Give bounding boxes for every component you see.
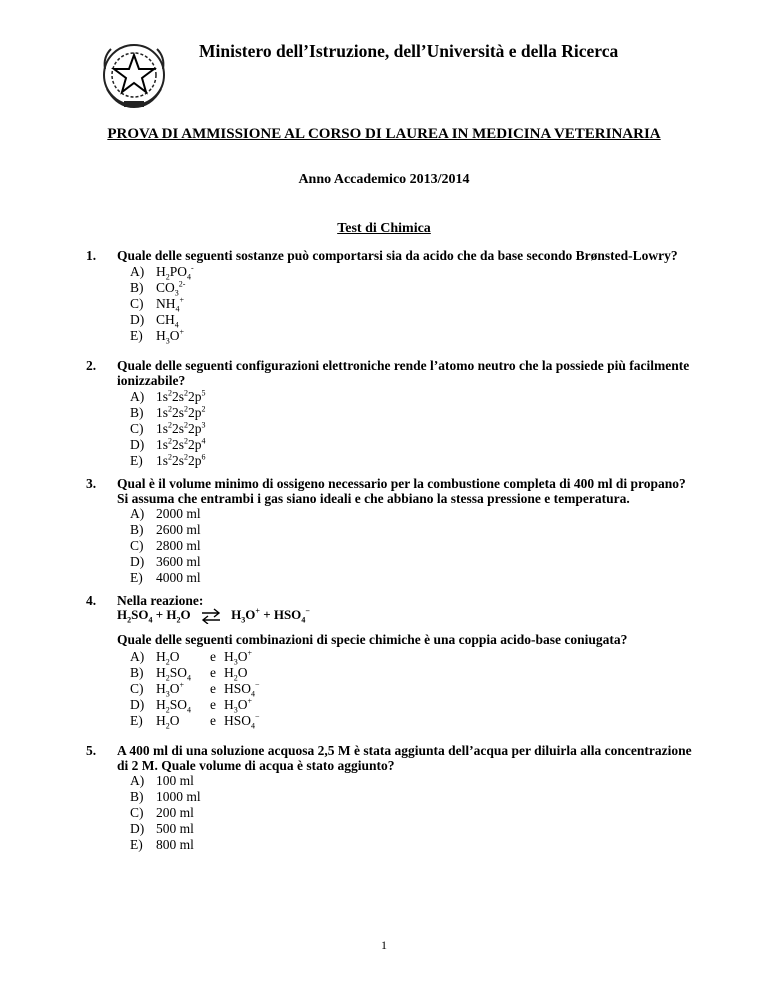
option-letter: D) [130,554,145,569]
species-b: $HSO_4^-$ [224,712,260,731]
option-value: $CH_4$ [156,312,179,330]
option-value: $1s^22s^22p^6$ [156,452,206,468]
italian-republic-emblem-icon [97,39,171,113]
option-letter: D) [130,821,145,836]
option-value: $H_3O^+$ [156,327,185,346]
course-title: PROVA DI AMMISSIONE AL CORSO DI LAUREA IN MEDICINA VETERINARIA [107,126,661,142]
question-number: 2. [86,358,97,373]
species-a: $H_2SO_4$ [156,697,192,715]
option-letter: C) [130,296,144,311]
question-text: Quale delle seguenti sostanze può comportarsi sia da acido che da base secondo Brønsted-Lowry? [117,248,678,263]
option-value: 200 ml [156,805,194,820]
connector: e [210,697,216,712]
species-a: $H_3O^+$ [156,680,185,699]
option-value: 800 ml [156,837,194,852]
equilibrium-arrows-icon [200,608,222,624]
header-title: Ministero dell’Istruzione, dell’Università e della Ricerca [199,41,619,61]
option-letter: B) [130,665,144,680]
academic-year: Anno Accademico 2013/2014 [298,172,470,187]
connector: e [210,649,216,664]
option-letter: A) [130,264,145,279]
option-value: $NH_4^+$ [156,295,185,314]
option-letter: B) [130,405,144,420]
section-title: Test di Chimica [337,221,431,236]
question-number: 5. [86,743,97,758]
option-value: $H_2PO_4^-$ [156,263,194,282]
option-letter: E) [130,453,143,468]
option-letter: E) [130,713,143,728]
option-letter: C) [130,538,144,553]
option-value: 2600 ml [156,522,201,537]
connector: e [210,713,216,728]
option-letter: C) [130,421,144,436]
option-letter: D) [130,697,145,712]
species-a: $H_2O$ [156,649,180,667]
connector: e [210,665,216,680]
option-letter: A) [130,773,145,788]
question-number: 4. [86,593,97,608]
option-letter: C) [130,805,144,820]
question-text: A 400 ml di una soluzione acquosa 2,5 M è stata aggiunta dell’acqua per diluirla alla concentrazione di 2 M. Quale volume di acqua è stato aggiunto? [117,743,692,773]
question-text-2: Quale delle seguenti combinazioni di specie chimiche è una coppia acido-base coniugata? [117,632,628,647]
species-b: $H_2O$ [224,665,248,683]
option-value: $CO_3^{2-}$ [156,279,186,298]
option-letter: A) [130,506,145,521]
species-b: $H_3O^+$ [224,696,253,715]
option-letter: B) [130,280,144,295]
option-value: $1s^22s^22p^2$ [156,404,206,420]
option-letter: D) [130,437,145,452]
option-letter: D) [130,312,145,327]
question-number: 3. [86,476,97,491]
species-b: $H_3O^+$ [224,648,253,667]
connector: e [210,681,216,696]
option-value: 2800 ml [156,538,201,553]
option-letter: E) [130,328,143,343]
option-letter: A) [130,649,145,664]
species-a: $H_2O$ [156,713,180,731]
option-letter: A) [130,389,145,404]
option-value: 1000 ml [156,789,201,804]
reaction-equation: $H_2SO_4 + H_2O$ $H_3O^+ + HSO_4^-$ [117,606,310,625]
option-value: $1s^22s^22p^4$ [156,436,206,452]
option-letter: B) [130,522,144,537]
option-value: 500 ml [156,821,194,836]
option-value: 4000 ml [156,570,201,585]
option-value: $1s^22s^22p^5$ [156,388,206,404]
page-number: 1 [381,938,387,952]
species-b: $HSO_4^-$ [224,680,260,699]
option-letter: E) [130,570,143,585]
question-text: Quale delle seguenti configurazioni elettroniche rende l’atomo neutro che la possiede più facilmente ionizzabile? [117,358,690,388]
question-text: Nella reazione: [117,593,204,608]
species-a: $H_2SO_4$ [156,665,192,683]
option-value: 2000 ml [156,506,201,521]
question-number: 1. [86,248,97,263]
option-letter: C) [130,681,144,696]
question-text: Qual è il volume minimo di ossigeno necessario per la combustione completa di 400 ml di propano? Si assuma che entrambi i gas siano ideali e che abbiano la stessa pressione e temperatura. [117,476,686,506]
option-value: 100 ml [156,773,194,788]
option-letter: E) [130,837,143,852]
option-value: $1s^22s^22p^3$ [156,420,206,436]
option-letter: B) [130,789,144,804]
option-value: 3600 ml [156,554,201,569]
